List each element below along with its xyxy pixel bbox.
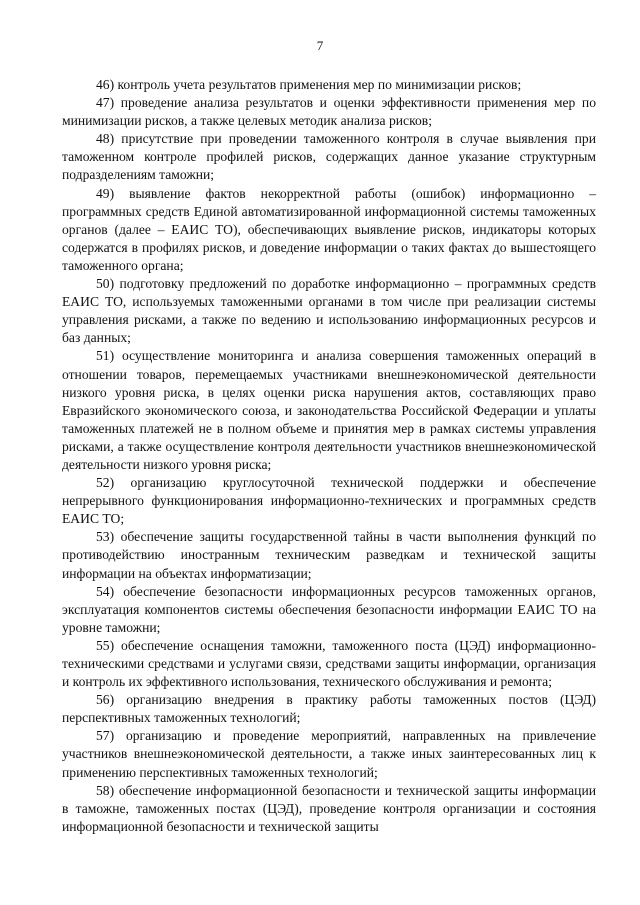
list-item: 55) обеспечение оснащения таможни, таможенного поста (ЦЭД) информационно-техническими средствами и услугами связи, средствами защиты информации, организация и контроль их эффективного использования, технического обслуживания и ремонта; xyxy=(62,637,596,690)
list-item: 54) обеспечение безопасности информационных ресурсов таможенных органов, эксплуатация компонентов системы обеспечения безопасности информации ЕАИС ТО на уровне таможни; xyxy=(62,583,596,635)
list-item: 58) обеспечение информационной безопасности и технической защиты информации в таможне, таможенных постах (ЦЭД), проведение контроля организации и состояния информационной безопасности и технической защиты xyxy=(62,782,596,834)
list-item: 52) организацию круглосуточной технической поддержки и обеспечение непрерывного функционирования информационно-технических и программных средств ЕАИС ТО; xyxy=(62,475,596,527)
list-item: 50) подготовку предложений по доработке информационно – программных средств ЕАИС ТО, используемых таможенными органами в том числе при реализации системы управления рисками, а также по ведению и использованию информационных ресурсов и баз данных; xyxy=(62,276,596,346)
list-item: 57) организацию и проведение мероприятий, направленных на привлечение участников внешнеэкономической деятельности, а также иных заинтересованных лиц к применению перспективных таможенных технологий; xyxy=(62,728,596,780)
list-item: 49) выявление фактов некорректной работы (ошибок) информационно – программных средств Единой автоматизированной информационной системы таможенных органов (далее – ЕАИС ТО), обеспечивающих выявление рисков, индикаторы которых содержатся в профилях рисков, и доведение информации о таких фактах до вышестоящего таможенного органа; xyxy=(62,185,596,273)
list-item: 47) проведение анализа результатов и оценки эффективности применения мер по минимизации рисков, а также целевых методик анализа рисков; xyxy=(62,95,596,129)
list-item: 48) присутствие при проведении таможенного контроля в случае выявления при таможенном контроле профилей рисков, содержащих данное указание структурным подразделениям таможни; xyxy=(62,131,596,183)
list-item: 51) осуществление мониторинга и анализа совершения таможенных операций в отношении товаров, перемещаемых участниками внешнеэкономической деятельности низкого уровня риска, в целях оценки риска нарушения актов, составляющих право Евразийского экономического союза, и законодательства Российской Федерации и уплаты таможенных платежей не в полном объеме и принятия мер в рамках системы управления рисками, а также осуществление контроля деятельности участников внешнеэкономической деятельности низкого уровня риска; xyxy=(62,348,596,472)
list-item: 56) организацию внедрения в практику работы таможенных постов (ЦЭД) перспективных таможенных технологий; xyxy=(62,692,596,726)
list-item: 53) обеспечение защиты государственной тайны в части выполнения функций по противодействию иностранным техническим разведкам и технической защиты информации на объектах информатизации; xyxy=(62,529,596,581)
list-item: 46) контроль учета результатов применения мер по минимизации рисков; xyxy=(96,77,522,92)
page-number: 7 xyxy=(316,38,324,53)
document-body xyxy=(62,76,596,836)
